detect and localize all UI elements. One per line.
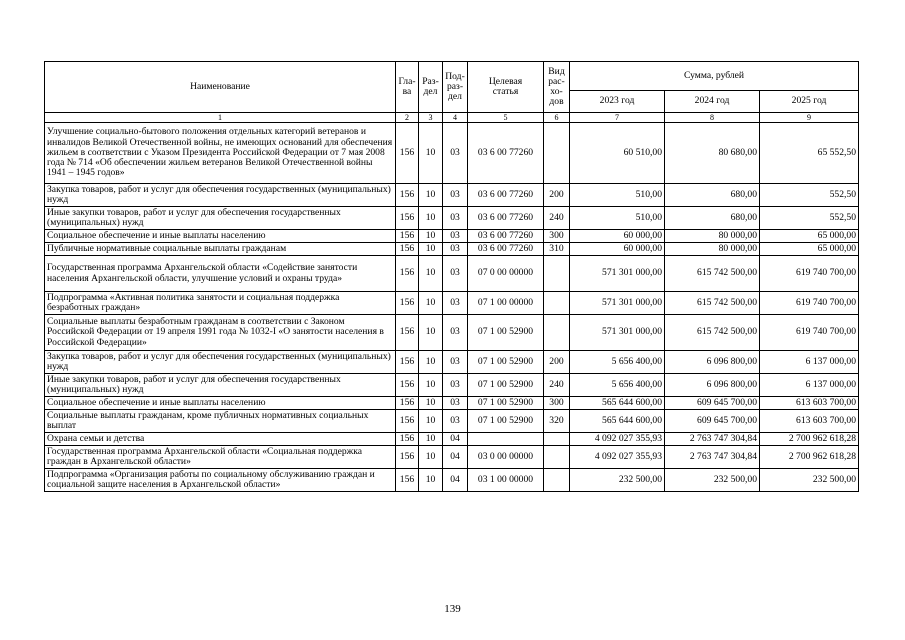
row-podrazdel: 03	[443, 230, 468, 243]
row-glava: 156	[396, 351, 419, 374]
row-sum-2024: 80 000,00	[665, 243, 760, 256]
row-glava: 156	[396, 315, 419, 351]
row-razdel: 10	[419, 397, 443, 410]
row-sum-2023: 510,00	[570, 184, 665, 207]
row-podrazdel: 03	[443, 351, 468, 374]
row-vid: 310	[544, 243, 570, 256]
column-number: 6	[544, 113, 570, 123]
table-row	[45, 397, 859, 410]
table-row	[45, 184, 859, 207]
row-sum-2025: 613 603 700,00	[760, 397, 859, 410]
row-name: Социальное обеспечение и иные выплаты населению	[45, 397, 396, 410]
row-glava: 156	[396, 446, 419, 469]
row-sum-2024: 615 742 500,00	[665, 315, 760, 351]
column-number: 9	[760, 113, 859, 123]
row-name: Закупка товаров, работ и услуг для обеспечения государственных (муниципальных) нужд	[45, 351, 396, 374]
header-razdel: Раз- дел	[419, 62, 443, 113]
row-glava: 156	[396, 410, 419, 433]
row-podrazdel: 04	[443, 433, 468, 446]
row-glava: 156	[396, 292, 419, 315]
row-vid	[544, 256, 570, 292]
row-name: Социальные выплаты безработным гражданам в соответствии с Законом Российской Федерации от 19 апреля 1991 года № 1032-I «О занятости населения в Российской Федерации»	[45, 315, 396, 351]
row-target: 03 6 00 77260	[468, 243, 544, 256]
row-podrazdel: 03	[443, 207, 468, 230]
row-sum-2025: 552,50	[760, 184, 859, 207]
row-sum-2023: 60 510,00	[570, 123, 665, 184]
row-razdel: 10	[419, 351, 443, 374]
table-row	[45, 315, 859, 351]
row-sum-2024: 80 000,00	[665, 230, 760, 243]
row-name: Социальные выплаты гражданам, кроме публичных нормативных социальных выплат	[45, 410, 396, 433]
row-name: Подпрограмма «Организация работы по социальному обслуживанию граждан и социальной защите населения в Архангельской области»	[45, 469, 396, 492]
row-vid: 300	[544, 397, 570, 410]
row-target: 07 1 00 52900	[468, 315, 544, 351]
row-sum-2025: 65 552,50	[760, 123, 859, 184]
row-vid: 300	[544, 230, 570, 243]
row-glava: 156	[396, 207, 419, 230]
row-target: 03 0 00 00000	[468, 446, 544, 469]
row-glava: 156	[396, 123, 419, 184]
row-sum-2024: 609 645 700,00	[665, 410, 760, 433]
row-podrazdel: 03	[443, 374, 468, 397]
row-podrazdel: 04	[443, 446, 468, 469]
row-razdel: 10	[419, 184, 443, 207]
table-row	[45, 256, 859, 292]
row-sum-2024: 615 742 500,00	[665, 292, 760, 315]
row-glava: 156	[396, 243, 419, 256]
row-sum-2025: 2 700 962 618,28	[760, 446, 859, 469]
table-row	[45, 410, 859, 433]
row-sum-2023: 5 656 400,00	[570, 351, 665, 374]
row-sum-2023: 510,00	[570, 207, 665, 230]
row-name: Социальное обеспечение и иные выплаты населению	[45, 230, 396, 243]
row-target: 03 6 00 77260	[468, 207, 544, 230]
budget-table	[44, 61, 859, 492]
column-number: 2	[396, 113, 419, 123]
row-target: 03 1 00 00000	[468, 469, 544, 492]
page-number: 139	[444, 603, 461, 615]
row-sum-2024: 232 500,00	[665, 469, 760, 492]
row-glava: 156	[396, 374, 419, 397]
row-glava: 156	[396, 397, 419, 410]
row-vid	[544, 292, 570, 315]
row-vid	[544, 469, 570, 492]
row-vid: 320	[544, 410, 570, 433]
row-sum-2025: 6 137 000,00	[760, 351, 859, 374]
row-target: 07 1 00 52900	[468, 410, 544, 433]
row-sum-2025: 65 000,00	[760, 243, 859, 256]
row-vid: 240	[544, 374, 570, 397]
header-year-2024: 2024 год	[665, 91, 760, 113]
row-name: Закупка товаров, работ и услуг для обеспечения государственных (муниципальных) нужд	[45, 184, 396, 207]
row-target: 07 1 00 52900	[468, 351, 544, 374]
row-podrazdel: 03	[443, 315, 468, 351]
row-vid	[544, 433, 570, 446]
row-podrazdel: 03	[443, 410, 468, 433]
row-razdel: 10	[419, 230, 443, 243]
row-glava: 156	[396, 433, 419, 446]
table-row	[45, 292, 859, 315]
row-name: Государственная программа Архангельской области «Содействие занятости населения Архангельской области, улучшение условий и охраны труда»	[45, 256, 396, 292]
header-vid: Вид рас- хо- дов	[544, 62, 570, 113]
row-glava: 156	[396, 184, 419, 207]
column-number: 1	[45, 113, 396, 123]
column-number: 7	[570, 113, 665, 123]
column-number: 8	[665, 113, 760, 123]
row-target: 03 6 00 77260	[468, 230, 544, 243]
table-row	[45, 351, 859, 374]
row-sum-2024: 80 680,00	[665, 123, 760, 184]
row-sum-2025: 65 000,00	[760, 230, 859, 243]
row-sum-2025: 619 740 700,00	[760, 292, 859, 315]
row-sum-2024: 2 763 747 304,84	[665, 446, 760, 469]
table-row	[45, 446, 859, 469]
header-glava: Гла- ва	[396, 62, 419, 113]
row-glava: 156	[396, 469, 419, 492]
row-sum-2024: 615 742 500,00	[665, 256, 760, 292]
row-razdel: 10	[419, 433, 443, 446]
row-sum-2024: 609 645 700,00	[665, 397, 760, 410]
row-sum-2025: 613 603 700,00	[760, 410, 859, 433]
column-numbers-row	[45, 113, 859, 123]
row-podrazdel: 03	[443, 397, 468, 410]
table-row	[45, 469, 859, 492]
table-row	[45, 374, 859, 397]
row-target: 07 1 00 00000	[468, 292, 544, 315]
row-name: Государственная программа Архангельской области «Социальная поддержка граждан в Архангельской области»	[45, 446, 396, 469]
row-target: 03 6 00 77260	[468, 184, 544, 207]
header-target: Целевая статья	[468, 62, 544, 113]
row-sum-2024: 6 096 800,00	[665, 374, 760, 397]
row-vid: 200	[544, 184, 570, 207]
row-name: Подпрограмма «Активная политика занятости и социальная поддержка безработных граждан»	[45, 292, 396, 315]
column-number: 3	[419, 113, 443, 123]
row-razdel: 10	[419, 243, 443, 256]
row-name: Улучшение социально-бытового положения отдельных категорий ветеранов и инвалидов Великой Отечественной войны, не имеющих оснований для обеспечения жильем в соответствии с Указом Президента Российской Федерации от 7 мая 2008 года № 714 «Об обеспечении жильем ветеранов Великой Отечественной войны 1941 – 1945 годов»	[45, 123, 396, 184]
row-sum-2023: 5 656 400,00	[570, 374, 665, 397]
row-target: 07 0 00 00000	[468, 256, 544, 292]
row-name: Иные закупки товаров, работ и услуг для обеспечения государственных (муниципальных) нужд	[45, 374, 396, 397]
row-glava: 156	[396, 256, 419, 292]
row-razdel: 10	[419, 315, 443, 351]
row-sum-2024: 6 096 800,00	[665, 351, 760, 374]
row-sum-2024: 680,00	[665, 207, 760, 230]
row-target: 07 1 00 52900	[468, 397, 544, 410]
row-sum-2024: 2 763 747 304,84	[665, 433, 760, 446]
table-row	[45, 433, 859, 446]
row-sum-2023: 4 092 027 355,93	[570, 446, 665, 469]
row-vid	[544, 446, 570, 469]
row-sum-2023: 565 644 600,00	[570, 410, 665, 433]
row-razdel: 10	[419, 292, 443, 315]
row-target: 07 1 00 52900	[468, 374, 544, 397]
header-podrazdel: Под- раз- дел	[443, 62, 468, 113]
row-vid	[544, 315, 570, 351]
row-sum-2024: 680,00	[665, 184, 760, 207]
row-podrazdel: 03	[443, 292, 468, 315]
column-number: 4	[443, 113, 468, 123]
row-sum-2023: 60 000,00	[570, 230, 665, 243]
row-sum-2025: 619 740 700,00	[760, 315, 859, 351]
row-razdel: 10	[419, 256, 443, 292]
row-name: Иные закупки товаров, работ и услуг для обеспечения государственных (муниципальных) нужд	[45, 207, 396, 230]
row-podrazdel: 03	[443, 243, 468, 256]
header-year-2023: 2023 год	[570, 91, 665, 113]
row-razdel: 10	[419, 410, 443, 433]
table-row	[45, 123, 859, 184]
row-name: Публичные нормативные социальные выплаты гражданам	[45, 243, 396, 256]
row-podrazdel: 03	[443, 256, 468, 292]
column-number: 5	[468, 113, 544, 123]
row-podrazdel: 03	[443, 184, 468, 207]
row-sum-2023: 571 301 000,00	[570, 256, 665, 292]
row-razdel: 10	[419, 469, 443, 492]
row-razdel: 10	[419, 446, 443, 469]
row-razdel: 10	[419, 207, 443, 230]
row-sum-2025: 552,50	[760, 207, 859, 230]
header-name: Наименование	[45, 62, 396, 113]
header-year-2025: 2025 год	[760, 91, 859, 113]
row-sum-2023: 565 644 600,00	[570, 397, 665, 410]
row-target: 03 6 00 77260	[468, 123, 544, 184]
row-target	[468, 433, 544, 446]
row-vid: 200	[544, 351, 570, 374]
row-sum-2023: 571 301 000,00	[570, 292, 665, 315]
row-sum-2025: 619 740 700,00	[760, 256, 859, 292]
row-sum-2025: 232 500,00	[760, 469, 859, 492]
row-vid: 240	[544, 207, 570, 230]
table-row	[45, 207, 859, 230]
row-razdel: 10	[419, 374, 443, 397]
row-sum-2023: 232 500,00	[570, 469, 665, 492]
row-vid	[544, 123, 570, 184]
row-sum-2023: 4 092 027 355,93	[570, 433, 665, 446]
row-podrazdel: 03	[443, 123, 468, 184]
row-name: Охрана семьи и детства	[45, 433, 396, 446]
row-podrazdel: 04	[443, 469, 468, 492]
table-row	[45, 243, 859, 256]
row-sum-2023: 60 000,00	[570, 243, 665, 256]
row-sum-2025: 2 700 962 618,28	[760, 433, 859, 446]
row-sum-2025: 6 137 000,00	[760, 374, 859, 397]
row-razdel: 10	[419, 123, 443, 184]
row-sum-2023: 571 301 000,00	[570, 315, 665, 351]
header-sum: Сумма, рублей	[570, 62, 859, 91]
table-row	[45, 230, 859, 243]
row-glava: 156	[396, 230, 419, 243]
